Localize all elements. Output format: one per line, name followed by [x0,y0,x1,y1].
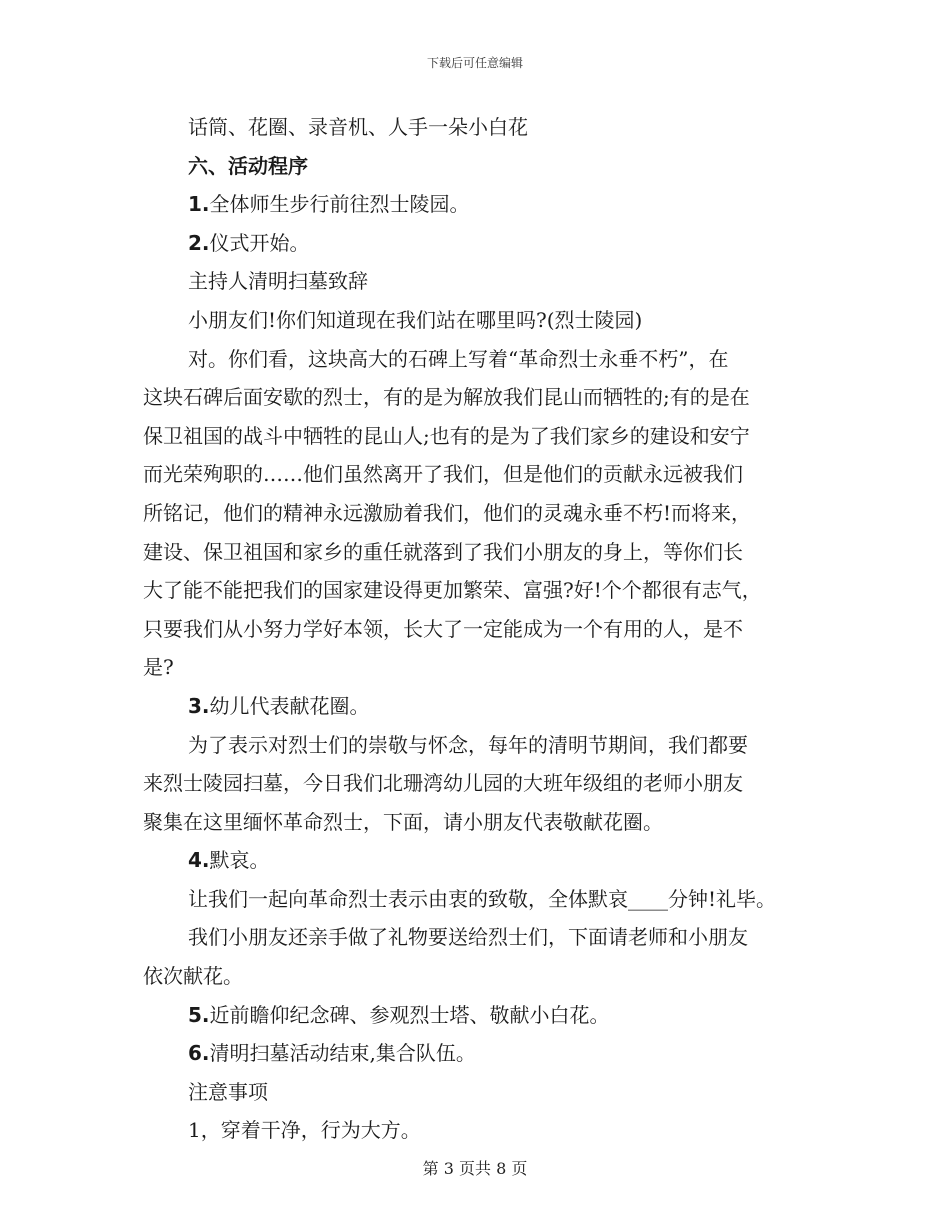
document-body [143,108,833,1150]
step-6 [143,1034,833,1073]
step-number: 5. [188,1002,210,1027]
paragraph-line: 来烈士陵园扫墓，今日我们北珊湾幼儿园的大班年级组的老师小朋友 [143,771,743,796]
step-2 [143,224,833,263]
paragraph-line: 建设、保卫祖国和家乡的重任就落到了我们小朋友的身上，等你们长 [143,539,743,564]
step-number: 2. [188,230,210,255]
step-text: 幼儿代表献花圈。 [209,693,370,718]
section-heading: 六、活动程序 [188,153,308,178]
step-number: 6. [188,1041,210,1066]
step-4 [143,841,833,880]
paragraph-line: 这块石碑后面安歇的烈士，有的是为解放我们昆山而牺牲的;有的是在 [143,385,750,410]
paragraph-line: 聚集在这里缅怀革命烈士，下面，请小朋友代表敬献花圈。 [143,809,663,834]
step-text: 清明扫墓活动结束,集合队伍。 [209,1041,476,1066]
paragraph-line: 让我们一起向革命烈士表示由衷的致敬，全体默哀____分钟!礼毕。 [188,886,777,911]
step-1 [143,185,833,224]
paragraph-line: 保卫祖国的战斗中牺牲的昆山人;也有的是为了我们家乡的建设和安宁 [143,423,750,448]
page-header: 下载后可任意编辑 [426,56,523,70]
step-number: 3. [188,693,210,718]
notes-heading: 注意事项 [188,1079,268,1104]
paragraph-line: 主持人清明扫墓致辞 [188,269,368,294]
note-item: 1，穿着干净，行为大方。 [188,1118,421,1143]
step-text: 近前瞻仰纪念碑、参观烈士塔、敬献小白花。 [209,1002,610,1027]
materials-line: 话筒、花圈、录音机、人手一朵小白花 [188,115,528,139]
paragraph-line: 小朋友们!你们知道现在我们站在哪里吗?(烈士陵园) [188,307,643,332]
paragraph-line: 依次献花。 [143,964,243,989]
step-number: 1. [188,192,210,217]
paragraph-line: 大了能不能把我们的国家建设得更加繁荣、富强?好!个个都很有志气， [143,578,762,603]
page-footer: 第 3 页共 8 页 [422,1159,528,1178]
step-number: 4. [188,848,210,873]
step-text: 默哀。 [209,848,270,873]
paragraph-line: 所铭记，他们的精神永远激励着我们，他们的灵魂永垂不朽!而将来， [143,500,752,525]
step-5 [143,996,833,1035]
paragraph-line: 为了表示对烈士们的崇敬与怀念，每年的清明节期间，我们都要 [188,732,748,757]
paragraph-line: 对。你们看，这块高大的石碑上写着“革命烈士永垂不朽”，在 [188,346,729,371]
paragraph-line: 是? [143,655,174,680]
step-text: 仪式开始。 [209,230,310,255]
paragraph-line: 只要我们从小努力学好本领，长大了一定能成为一个有用的人，是不 [143,616,743,641]
paragraph-line: 我们小朋友还亲手做了礼物要送给烈士们，下面请老师和小朋友 [188,925,748,950]
paragraph-line: 而光荣殉职的……他们虽然离开了我们，但是他们的贡献永远被我们 [143,462,743,487]
step-text: 全体师生步行前往烈士陵园。 [209,192,470,217]
step-3 [143,687,833,726]
